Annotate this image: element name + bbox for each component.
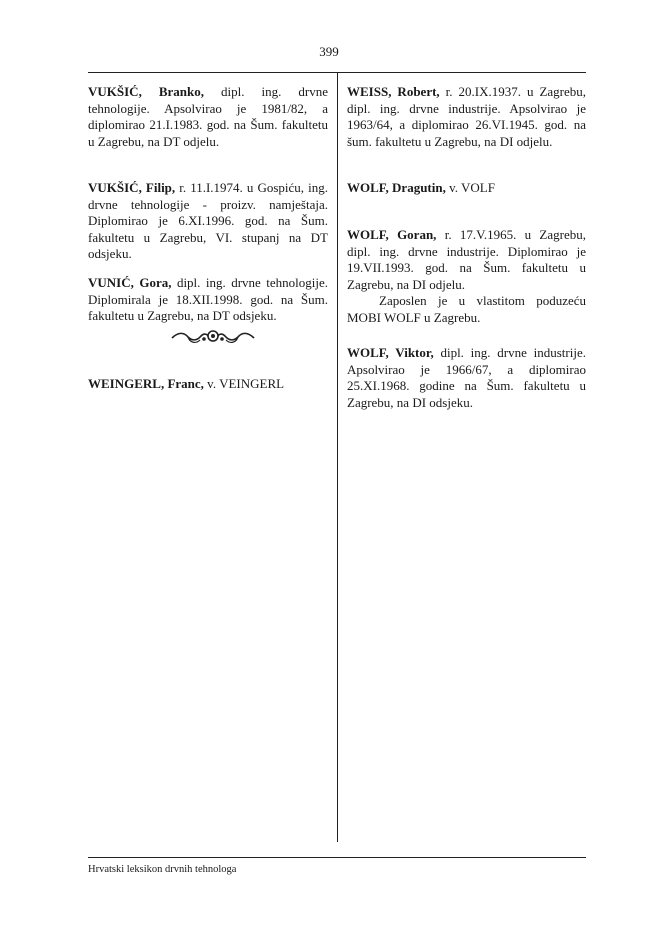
entry-wolf-dragutin [347, 180, 586, 197]
entry-head: VUKŠIĆ, Branko, [88, 84, 204, 99]
entry-vunic-gora [88, 275, 328, 325]
entry-head: WOLF, Goran, [347, 227, 437, 242]
entry-head: VUKŠIĆ, Filip, [88, 180, 176, 195]
bottom-rule [88, 857, 586, 858]
entry-vuksic-branko [88, 84, 328, 150]
page-number: 399 [319, 44, 339, 59]
entry-head: WEINGERL, Franc, [88, 376, 204, 391]
entry-text: r. 11.I.1974. u Gospiću, ing. drvne tehnologije - proizv. namještaja. Diplomirao je 6.XI.1996. god. na Šum. fakultetu u Zagrebu, VI. stupanj na DT odsjeku. [88, 180, 329, 262]
entry-head: VUNIĆ, Gora, [88, 275, 172, 290]
entry-wolf-goran [347, 227, 586, 327]
entry-extra-paragraph: Zaposlen je u vlastitom poduzeću MOBI WOLF u Zagrebu. [347, 293, 586, 325]
entry-vuksic-filip [88, 180, 328, 263]
entry-text: v. VEINGERL [207, 376, 285, 391]
entry-text: r. 20.IX.1937. u Zagrebu, dipl. ing. drvne industrije. Apsolvirao je 1963/64, a diplomirao 26.VI.1945. god. na šum. fakultetu u Zagrebu, na DI odjelu. [347, 84, 586, 149]
entry-weingerl-franc [88, 376, 328, 393]
entry-text: r. 17.V.1965. u Zagrebu, dipl. ing. drvne industrije. Diplomirao je 19.VII.1993. god. na Šum. fakultetu u Zagrebu, na DI odjelu. [347, 227, 586, 292]
entry-text: dipl. ing. drvne industrije. Apsolvirao je 1966/67, a diplomirao 25.XI.1968. godine na Šum. fakultetu u Zagrebu, na DI odsjeku. [347, 345, 586, 410]
entry-text: dipl. ing. drvne tehnologije. Diplomirala je 18.XII.1998. god. na Šum. fakultetu u Zagrebu, na DT odsjeku. [88, 275, 329, 324]
entry-text: v. VOLF [449, 180, 495, 195]
entry-text: dipl. ing. drvne tehnologije. Apsolvirao je 1981/82, a diplomirao 21.I.1983. god. na Šum. fakultetu u Zagrebu, na DT odjelu. [88, 84, 329, 149]
entry-head: WOLF, Dragutin, [347, 180, 446, 195]
entry-head: WEISS, Robert, [347, 84, 440, 99]
ornament-divider-icon [170, 325, 256, 347]
column-divider [337, 72, 338, 842]
entry-head: WOLF, Viktor, [347, 345, 434, 360]
entry-weiss-robert [347, 84, 586, 150]
entry-wolf-viktor [347, 345, 586, 411]
footer-title: Hrvatski leksikon drvnih tehnologa [88, 864, 237, 875]
